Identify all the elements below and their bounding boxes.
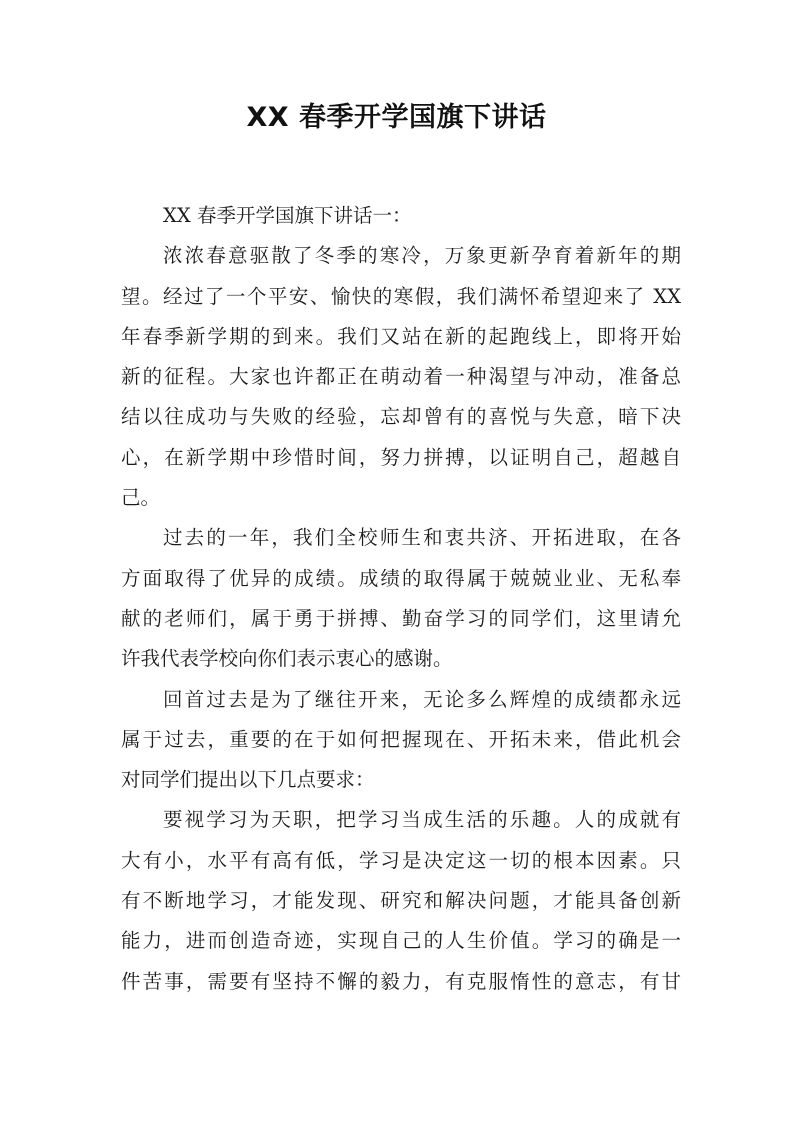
document-title: XX 春季开学国旗下讲话	[246, 102, 547, 133]
text-line: 件苦事，需要有坚持不懈的毅力，有克服惰性的意志，有甘	[121, 969, 681, 993]
text-line: 大有小，水平有高有低，学习是决定这一切的根本因素。只	[121, 848, 681, 872]
text-line: 有不断地学习，才能发现、研究和解决问题，才能具备创新	[121, 889, 681, 913]
text-line: 望。经过了一个平安、愉快的寒假，我们满怀希望迎来了 XX	[121, 284, 681, 308]
paragraph-4	[121, 800, 681, 1001]
text-line: 年春季新学期的到来。我们又站在新的起跑线上，即将开始	[121, 324, 681, 348]
text-line: 浓浓春意驱散了冬季的寒冷，万象更新孕育着新年的期	[163, 244, 681, 268]
text-line: 回首过去是为了继往开来，无论多么辉煌的成绩都永远	[163, 687, 681, 711]
text-line: 方面取得了优异的成绩。成绩的取得属于兢兢业业、无私奉	[121, 566, 681, 590]
paragraph-subtitle	[121, 196, 681, 236]
text-line: 过去的一年，我们全校师生和衷共济、开拓进取，在各	[163, 526, 681, 550]
text-line: 对同学们提出以下几点要求：	[121, 768, 375, 792]
text-line: 新的征程。大家也许都正在萌动着一种渴望与冲动，准备总	[121, 365, 681, 389]
text-line: 属于过去，重要的在于如何把握现在、开拓未来，借此机会	[121, 727, 681, 751]
text-line: 结以往成功与失败的经验，忘却曾有的喜悦与失意，暗下决	[121, 405, 681, 429]
text-line: 许我代表学校向你们表示衷心的感谢。	[121, 647, 453, 671]
text-line: XX 春季开学国旗下讲话一：	[163, 204, 412, 227]
paragraph-2	[121, 518, 681, 679]
document-body	[121, 196, 681, 1002]
text-line: 心，在新学期中珍惜时间，努力拼搏，以证明自己，超越自	[121, 445, 681, 469]
paragraph-3	[121, 680, 681, 801]
text-line: 己。	[121, 486, 161, 510]
paragraph-1	[121, 236, 681, 518]
text-line: 要视学习为天职，把学习当成生活的乐趣。人的成就有	[163, 808, 681, 832]
text-line: 能力，进而创造奇迹，实现自己的人生价值。学习的确是一	[121, 929, 681, 953]
text-line: 献的老师们，属于勇于拼搏、勤奋学习的同学们，这里请允	[121, 606, 681, 630]
